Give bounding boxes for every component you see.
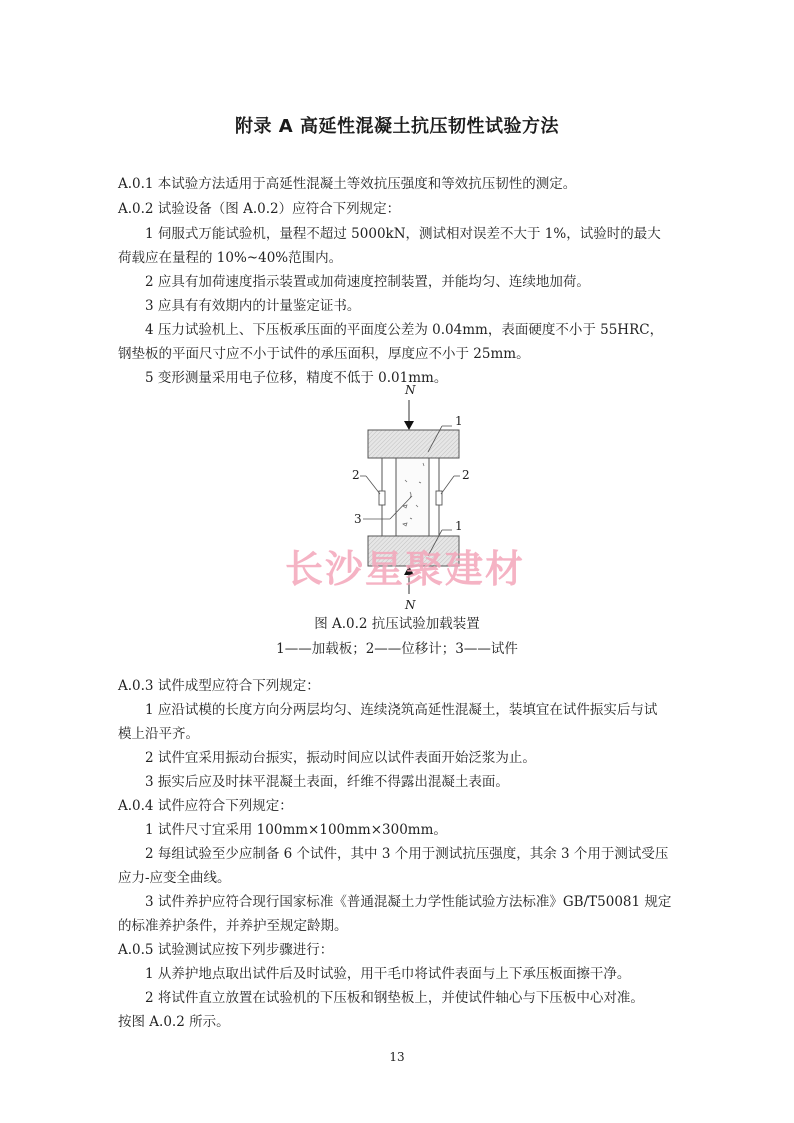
displacement-gauge-right: [436, 491, 442, 505]
watermark: 长沙星聚建材: [284, 547, 525, 591]
page-number: 13: [389, 1050, 405, 1064]
text-line: 3 应具有有效期内的计量鉴定证书。: [145, 298, 361, 314]
displacement-gauge-left: [379, 491, 385, 505]
text-line: 2 每组试验至少应制备 6 个试件，其中 3 个用于测试抗压强度，其余 3 个用于测试受压: [145, 846, 669, 862]
force-label-bottom: N: [405, 598, 416, 612]
text-line: 模上沿平齐。: [118, 726, 199, 742]
text-line: 2 将试件直立放置在试验机的下压板和钢垫板上，并使试件轴心与下压板中心对准。: [145, 990, 644, 1006]
text-line: 钢垫板的平面尺寸应不小于试件的承压面积，厚度应不小于 25mm。: [118, 346, 530, 362]
text-line: 3 振实后应及时抹平混凝土表面，纤维不得露出混凝土表面。: [145, 774, 509, 790]
arrow-head-down-icon: [404, 421, 414, 430]
text-line: 3 试件养护应符合现行国家标准《普通混凝土力学性能试验方法标准》GB/T50081 规定: [145, 894, 672, 910]
force-label-top: N: [405, 383, 416, 397]
text-line: A.0.5 试验测试应按下列步骤进行：: [118, 942, 334, 958]
text-line: A.0.4 试件应符合下列规定：: [118, 798, 293, 814]
text-line: 1 试件尺寸宜采用 100mm×100mm×300mm。: [145, 822, 447, 838]
text-line: 1 应沿试模的长度方向分两层均匀、连续浇筑高延性混凝土，装填宜在试件振实后与试: [145, 702, 658, 718]
text-line: 4 压力试验机上、下压板承压面的平面度公差为 0.04mm，表面硬度不小于 55HRC，: [145, 322, 664, 338]
appendix-title: 附录 A 高延性混凝土抗压韧性试验方法: [235, 116, 559, 137]
label-gauge-left: 2: [352, 468, 360, 482]
label-plate-bottom: 1: [455, 519, 463, 533]
text-line: 应力-应变全曲线。: [118, 870, 231, 886]
specimen: [396, 458, 429, 536]
text-line: 1 从养护地点取出试件后及时试验，用干毛巾将试件表面与上下承压板面擦干净。: [145, 966, 631, 982]
figure-legend: 1——加载板；2——位移计；3——试件: [276, 641, 518, 657]
text-line: 按图 A.0.2 所示。: [118, 1014, 230, 1030]
label-gauge-right: 2: [462, 468, 470, 482]
loading-plate-top: [368, 430, 459, 458]
text-line: 荷载应在量程的 10%~40%范围内。: [118, 250, 343, 266]
text-line: 5 变形测量采用电子位移，精度不低于 0.01mm。: [145, 370, 448, 386]
text-line: 1 伺服式万能试验机，量程不超过 5000kN，测试相对误差不大于 1%，试验时的最大: [145, 226, 661, 242]
text-line: 2 试件宜采用振动台振实，振动时间应以试件表面开始泛浆为止。: [145, 750, 536, 766]
text-line: A.0.1 本试验方法适用于高延性混凝土等效抗压强度和等效抗压韧性的测定。: [118, 176, 577, 192]
figure-caption: 图 A.0.2 抗压试验加载装置: [314, 616, 480, 632]
text-line: 的标准养护条件，并养护至规定龄期。: [118, 918, 348, 934]
text-line: A.0.2 试验设备（图 A.0.2）应符合下列规定：: [118, 201, 401, 217]
label-plate-top: 1: [455, 414, 463, 428]
text-line: A.0.3 试件成型应符合下列规定：: [118, 678, 320, 694]
text-line: 2 应具有加荷速度指示装置或加荷速度控制装置，并能均匀、连续地加荷。: [145, 274, 590, 290]
label-specimen: 3: [354, 512, 362, 526]
